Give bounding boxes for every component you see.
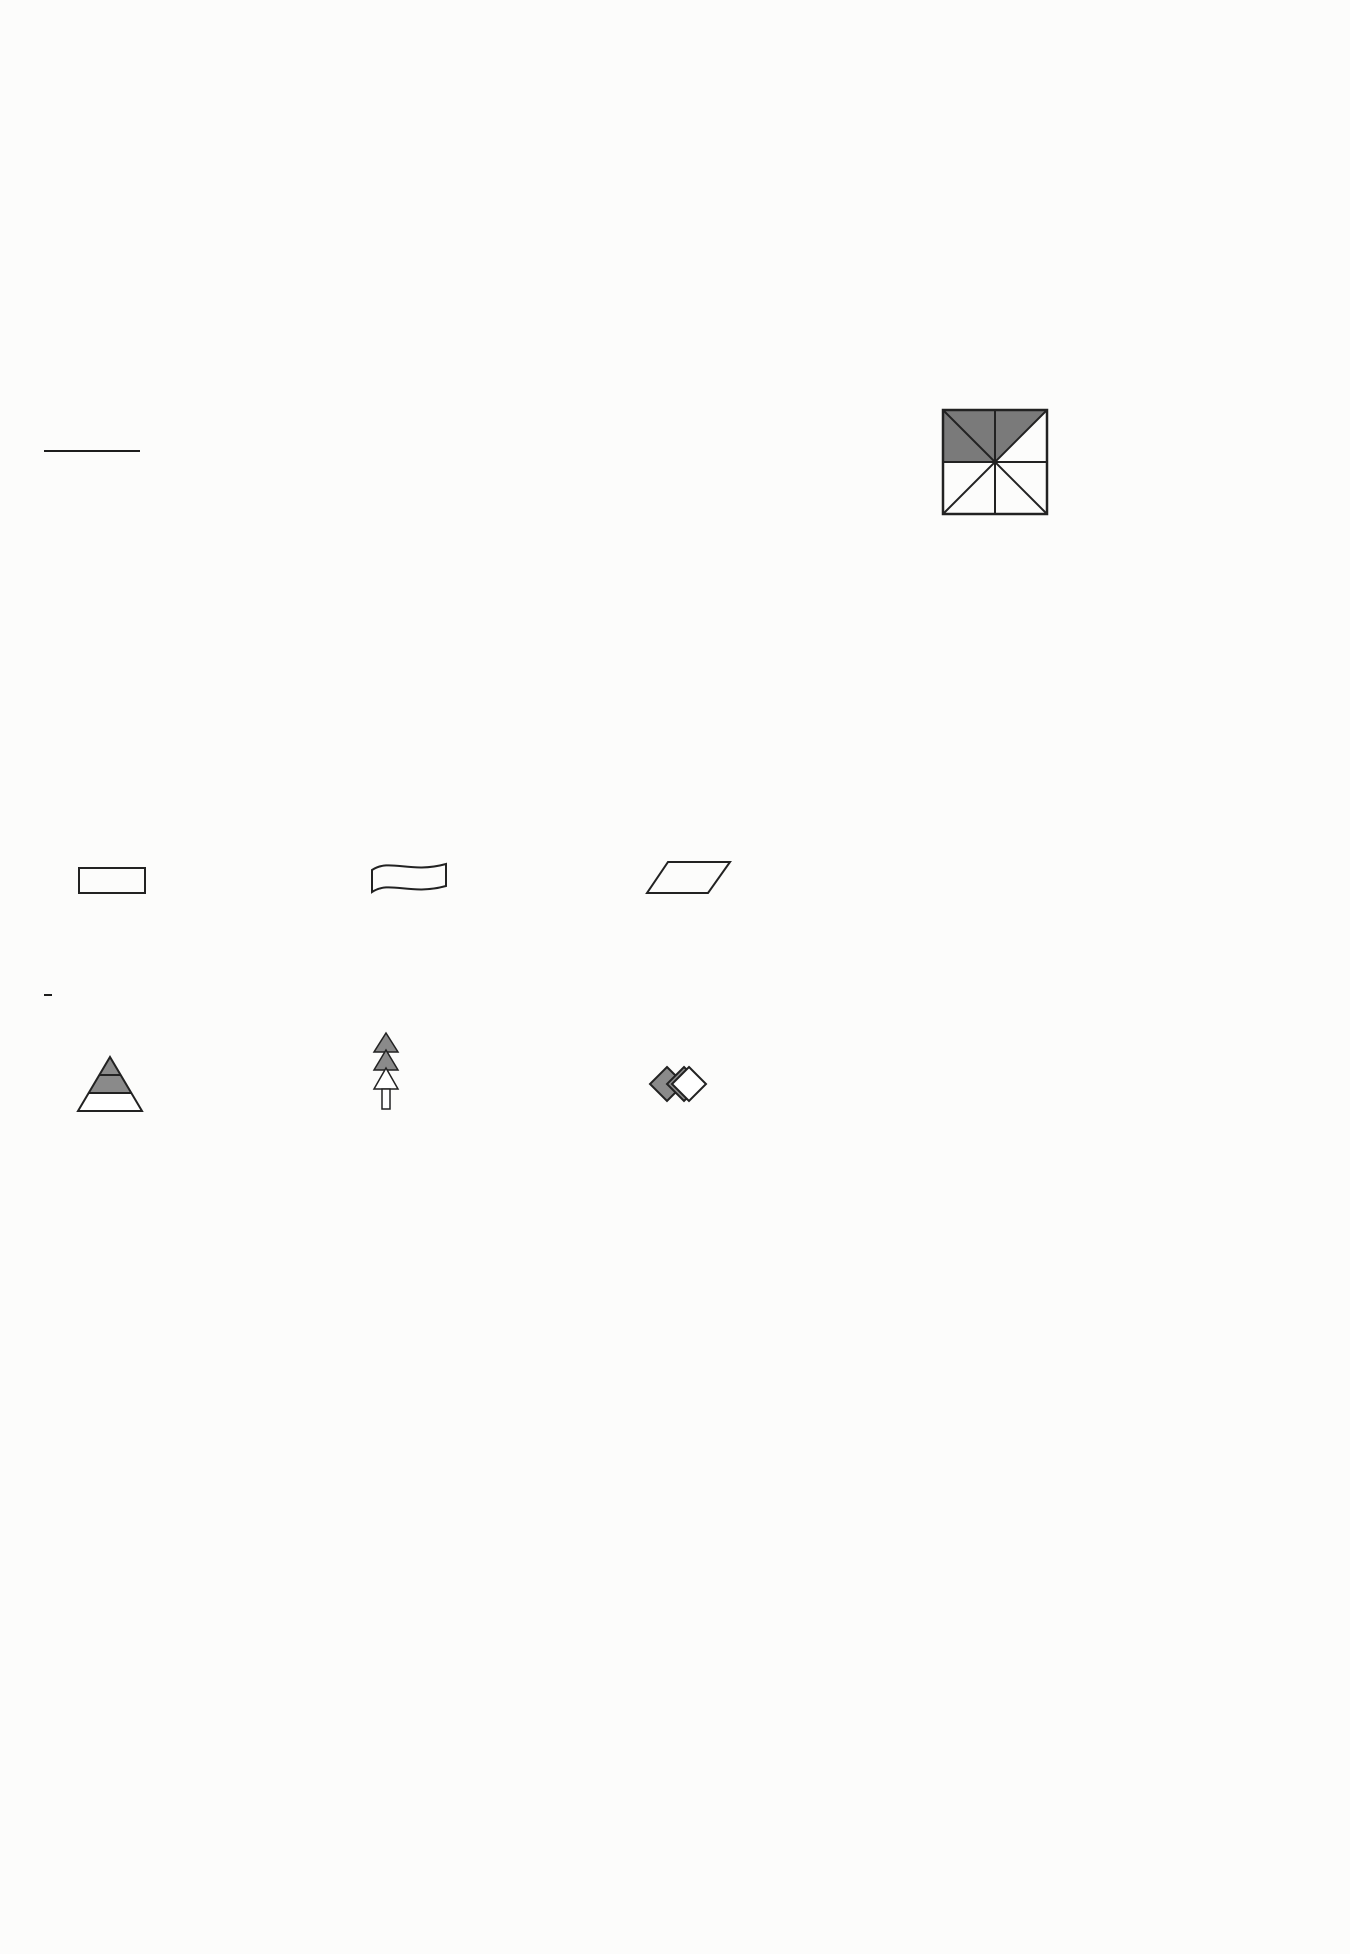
question-9-line2: [78, 360, 140, 400]
rectangle-shape: [78, 867, 148, 895]
choice-question-3-line3: [78, 1259, 140, 1299]
question-11-line2: [92, 581, 154, 621]
layered-triangle-figure: [77, 1056, 143, 1112]
question-10-line2: [92, 488, 154, 528]
question-12-line2: [92, 718, 216, 758]
parallelogram-shape: [646, 861, 732, 895]
choice-question-1: [42, 811, 104, 851]
answer-fraction-blank: [44, 420, 140, 482]
question-8-line2: [78, 267, 140, 307]
fraction-two-thirds: [44, 992, 52, 998]
divided-square-figure: [943, 410, 1047, 514]
wavy-banner-shape: [370, 860, 448, 896]
choice-question-2: [42, 967, 116, 1017]
question-7: [42, 128, 104, 168]
double-diamond-figure: [646, 1063, 710, 1113]
q6-continuation: [78, 82, 140, 122]
question-10: [42, 420, 142, 482]
cups-figure: [752, 1386, 1052, 1496]
choice-question-4-line2: [78, 1398, 140, 1438]
tree-figure: [370, 1032, 402, 1112]
